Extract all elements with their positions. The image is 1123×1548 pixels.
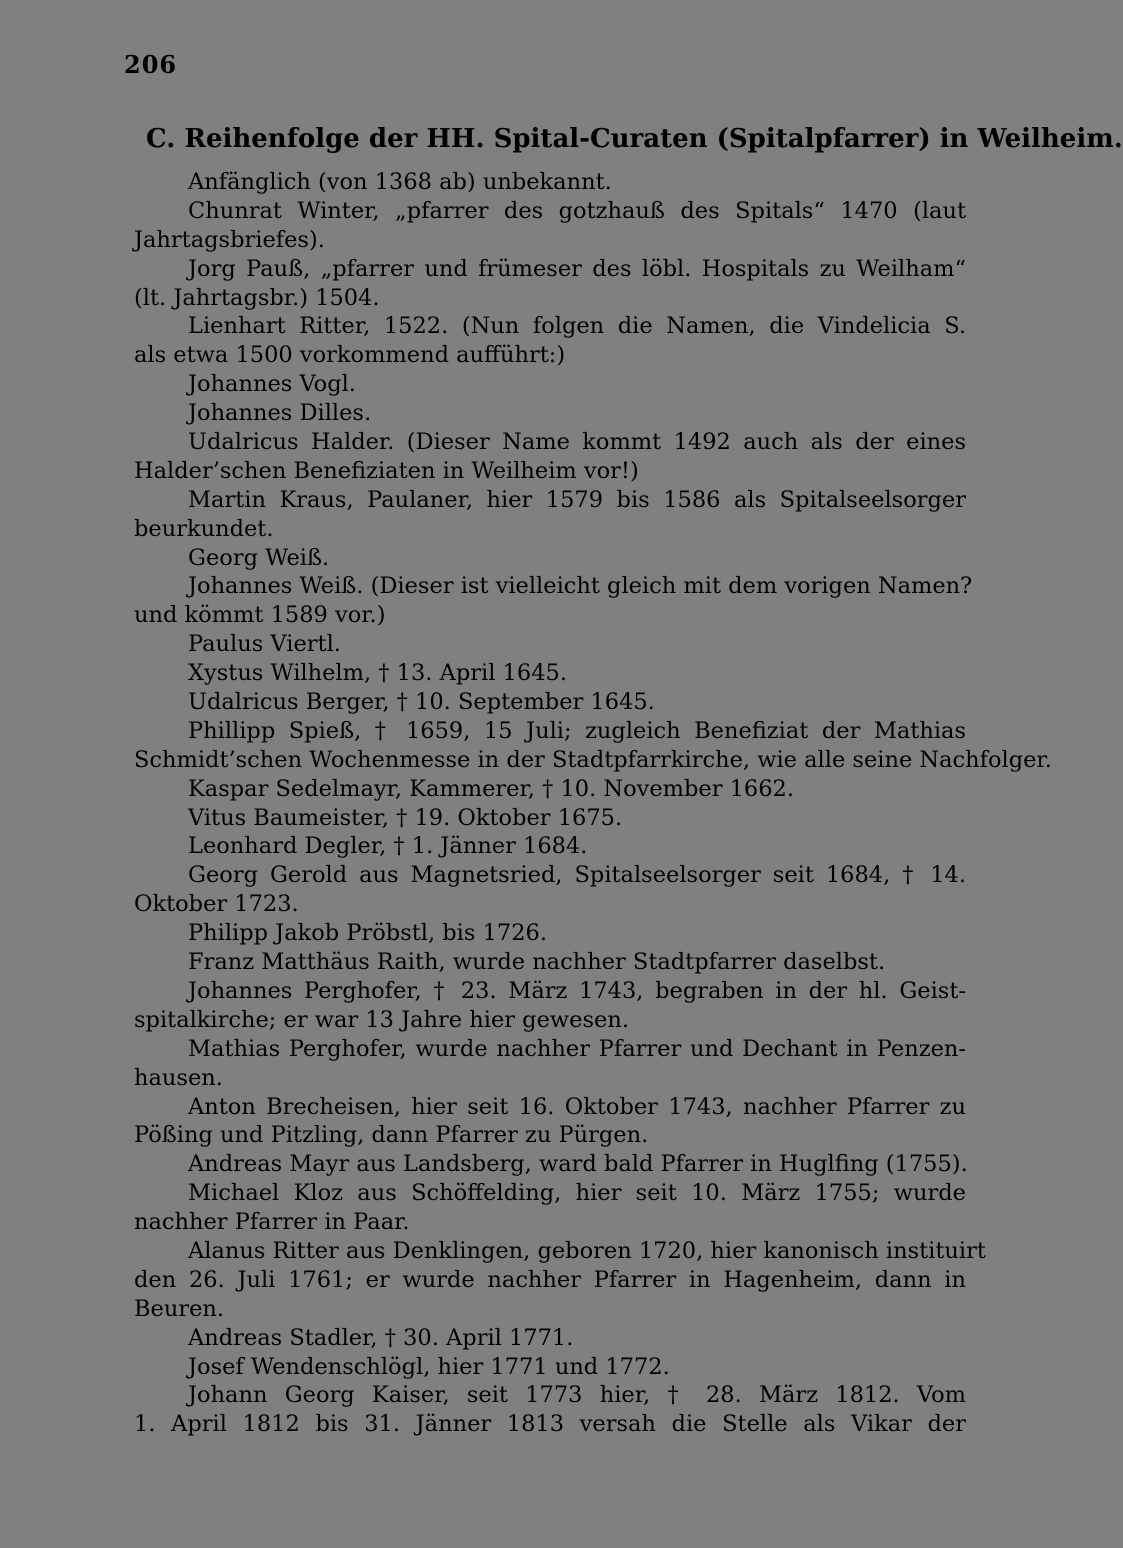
text-line: Halder’schen Benefiziaten in Weilheim vor!)	[134, 457, 639, 484]
text-line: Xystus Wilhelm, † 13. April 1645.	[188, 660, 567, 687]
text-line: Leonhard Degler, † 1. Jänner 1684.	[188, 833, 588, 860]
text-line: Josef Wendenschlögl, hier 1771 und 1772.	[188, 1353, 670, 1380]
text-line: spitalkirche; er war 13 Jahre hier gewesen.	[134, 1006, 629, 1033]
text-line: Udalricus Halder. (Dieser Name kommt 1492 auch als der eines	[188, 429, 966, 456]
text-line: als etwa 1500 vorkommend aufführt:)	[134, 342, 566, 369]
text-line: Mathias Perghofer, wurde nachher Pfarrer und Dechant in Penzen-	[188, 1035, 966, 1062]
text-line: Johannes Weiß. (Dieser ist vielleicht gleich mit dem vorigen Namen?	[188, 573, 973, 600]
text-line: beurkundet.	[134, 515, 274, 542]
text-line: und kömmt 1589 vor.)	[134, 602, 386, 629]
text-line: Oktober 1723.	[134, 891, 299, 918]
text-line: Johann Georg Kaiser, seit 1773 hier, † 28. März 1812. Vom	[188, 1382, 966, 1409]
text-line: den 26. Juli 1761; er wurde nachher Pfarrer in Hagenheim, dann in	[134, 1266, 966, 1293]
text-line: Johannes Vogl.	[188, 371, 356, 398]
text-line: Kaspar Sedelmayr, Kammerer, † 10. November 1662.	[188, 775, 795, 802]
body-text	[134, 168, 1052, 1439]
text-line: Beuren.	[134, 1295, 225, 1322]
text-line: Anfänglich (von 1368 ab) unbekannt.	[188, 169, 612, 195]
text-line: Philipp Jakob Pröbstl, bis 1726.	[188, 920, 547, 947]
text-line: Andreas Stadler, † 30. April 1771.	[188, 1324, 574, 1351]
text-line: Michael Kloz aus Schöffelding, hier seit 10. März 1755; wurde	[188, 1180, 966, 1207]
text-line: Paulus Viertl.	[188, 631, 341, 658]
text-line: 1. April 1812 bis 31. Jänner 1813 versah die Stelle als Vikar der	[134, 1411, 966, 1438]
text-line: Pößing und Pitzling, dann Pfarrer zu Pürgen.	[134, 1122, 649, 1149]
text-line: Chunrat Winter, „pfarrer des gotzhauß des Spitals“ 1470 (laut	[188, 197, 966, 224]
text-line: (lt. Jahrtagsbr.) 1504.	[134, 284, 380, 311]
text-line: Martin Kraus, Paulaner, hier 1579 bis 1586 als Spitalseelsorger	[188, 486, 966, 513]
text-line: Franz Matthäus Raith, wurde nachher Stadtpfarrer daselbst.	[188, 949, 886, 976]
text-line: Jahrtagsbriefes).	[134, 226, 325, 253]
text-line: Georg Gerold aus Magnetsried, Spitalseelsorger seit 1684, † 14.	[188, 862, 966, 889]
page-number: 206	[124, 50, 178, 79]
text-line: Andreas Mayr aus Landsberg, ward bald Pfarrer in Huglfing (1755).	[188, 1151, 968, 1178]
section-heading: C. Reihenfolge der HH. Spital-Curaten (Spitalpfarrer) in Weilheim.	[146, 124, 1123, 154]
text-line: Johannes Dilles.	[188, 400, 372, 427]
text-line: Lienhart Ritter, 1522. (Nun folgen die Namen, die Vindelicia S.	[188, 313, 966, 340]
text-line: Georg Weiß.	[188, 544, 330, 571]
text-line: Jorg Pauß, „pfarrer und frümeser des löbl. Hospitals zu Weilham“	[188, 255, 966, 282]
text-line: Alanus Ritter aus Denklingen, geboren 1720, hier kanonisch instituirt	[188, 1237, 986, 1264]
text-line: Johannes Perghofer, † 23. März 1743, begraben in der hl. Geist-	[188, 977, 966, 1004]
text-line: Schmidt’schen Wochenmesse in der Stadtpfarrkirche, wie alle seine Nachfolger.	[134, 746, 1052, 773]
text-line: nachher Pfarrer in Paar.	[134, 1209, 410, 1236]
text-line: Anton Brecheisen, hier seit 16. Oktober 1743, nachher Pfarrer zu	[188, 1093, 966, 1120]
text-line: hausen.	[134, 1064, 223, 1091]
text-line: Phillipp Spieß, † 1659, 15 Juli; zugleich Benefiziat der Mathias	[188, 717, 966, 744]
text-line: Udalricus Berger, † 10. September 1645.	[188, 689, 655, 716]
text-line: Vitus Baumeister, † 19. Oktober 1675.	[188, 804, 623, 831]
